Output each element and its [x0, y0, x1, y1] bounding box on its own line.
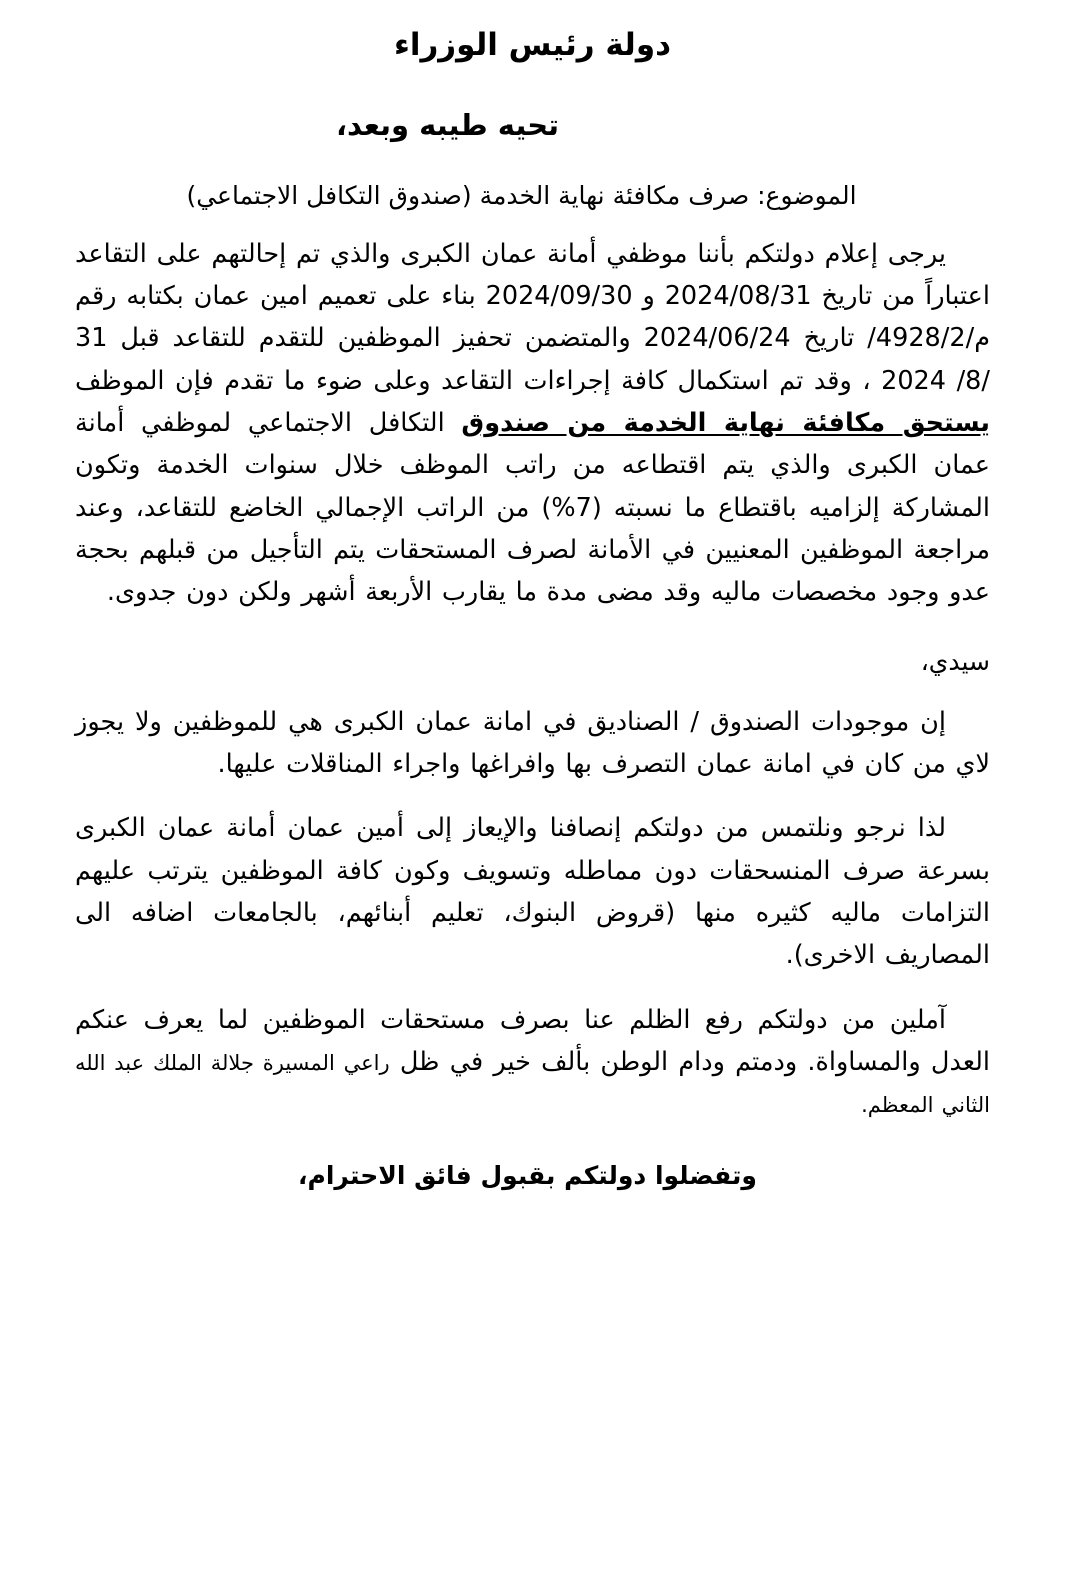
paragraph-1-part-a: يرجى إعلام دولتكم بأننا موظفي أمانة عمان الكبرى والذي تم إحالتهم على التقاعد اعتباراً من تاريخ 2024/08/31 و 2024/09/30 بناء على تعميم امين عمان بكتابه رقم م/4928/2/ تاريخ 2024/06/24 والمتضمن تحفيز الموظفين للتقدم للتقاعد قبل 31 /8/ 2024 ، وقد تم استكمال كافة إجراءات التقاعد وعلى ضوء ما تقدم فإن الموظف	[75, 238, 990, 396]
body-paragraph-1	[75, 233, 990, 614]
paragraph-block-2	[75, 701, 990, 786]
subject-line: الموضوع: صرف مكافئة نهاية الخدمة (صندوق التكافل الاجتماعي)	[186, 181, 857, 210]
paragraph-1-part-b: التكافل الاجتماعي لموظفي أمانة عمان الكبرى والذي يتم اقتطاعه من راتب الموظف خلال سنوات الخدمة وتكون المشاركة إلزاميه باقتطاع ما نسبته (7%) من الراتب الإجمالي الخاضع للتقاعد، وعند مراجعة الموظفين المعنيين في الأمانة لصرف المستحقات يتم التأجيل من قبلهم بحجة عدو وجود مخصصات ماليه وقد مضى مدة ما يقارب الأربعة أشهر ولكن دون جدوى.	[75, 408, 990, 608]
greeting-line: تحيه طيبه وبعد،	[335, 107, 560, 142]
paragraph-block-4	[75, 999, 990, 1126]
body-paragraph-4	[75, 999, 990, 1126]
body-paragraph-2: إن موجودات الصندوق / الصناديق في امانة عمان الكبرى هي للموظفين ولا يجوز لاي من كان في امانة عمان التصرف بها وافراغها واجراء المناقلات عليها.	[75, 706, 990, 780]
paragraph-block-3	[75, 807, 990, 976]
document-content	[75, 0, 990, 1192]
body-paragraph-3: لذا نرجو ونلتمس من دولتكم إنصافنا والإيعاز إلى أمين عمان أمانة عمان الكبرى بسرعة صرف المنسحقات دون مماطله وتسويف وكون كافة الموظفين يترتب عليهم التزامات ماليه كثيره منها (قروض البنوك، تعليم أبنائهم، بالجامعات اضافه الى المصاريف الاخرى).	[75, 813, 990, 971]
paragraph-4-main: آملين من دولتكم رفع الظلم عنا بصرف مستحقات الموظفين لما يعرف عنكم العدل والمساواة. ودمتم ودام الوطن بألف خير في ظل	[75, 1004, 990, 1077]
paragraph-block-1	[75, 233, 990, 614]
salutation-line: سيدي،	[920, 646, 990, 676]
paragraph-4-tail: راعي المسيرة جلالة الملك عبد الله الثاني المعظم.	[75, 1051, 990, 1118]
page-title: دولة رئيس الوزراء	[393, 27, 672, 63]
closing-line: وتفضلوا دولتكم بقبول فائق الاحترام،	[298, 1160, 757, 1190]
paragraph-1-emphasis: يستحق مكافئة نهاية الخدمة من صندوق	[461, 408, 990, 439]
